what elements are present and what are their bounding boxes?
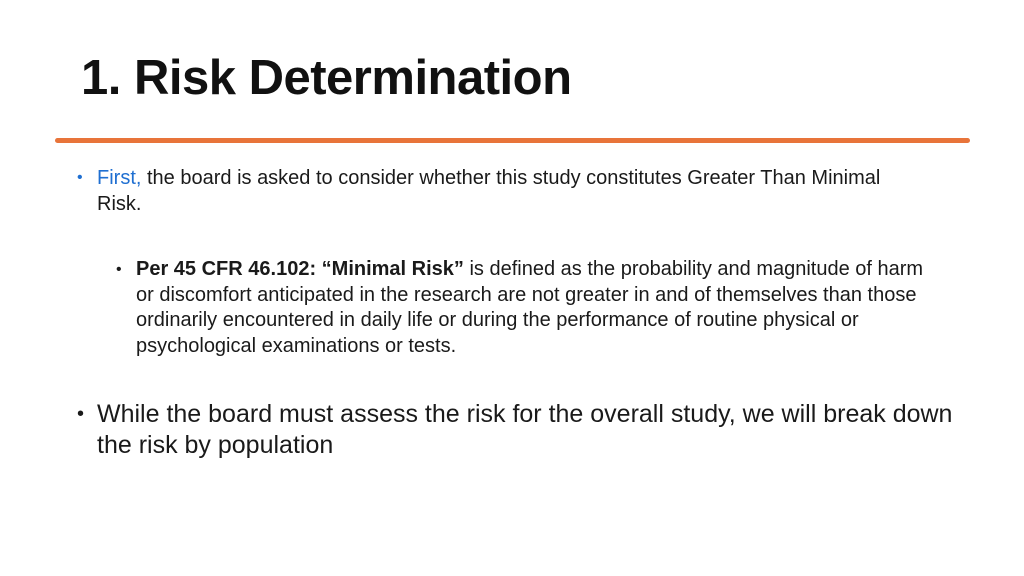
- bullet-text: [97, 165, 927, 217]
- bullet-dot-icon: •: [77, 169, 83, 186]
- bullet-population: [77, 399, 957, 461]
- slide-title: 1. Risk Determination: [81, 51, 572, 105]
- bullet-lead-cfr: Per 45 CFR 46.102: “Minimal Risk”: [136, 258, 464, 280]
- bullet-minimal-risk-definition: [116, 257, 946, 359]
- bullet-body-cfr: is defined as the probability and magnitude of harm or discomfort anticipated in the research are not greater in and of themselves than those ordinarily encountered in daily life or during the performance of routine physical or psychological examinations or tests.: [136, 258, 924, 357]
- title-divider: [55, 138, 970, 143]
- bullet-first: [77, 165, 927, 217]
- bullet-lead-first: First,: [97, 167, 142, 189]
- bullet-dot-icon: •: [77, 403, 85, 425]
- bullet-body-population: While the board must assess the risk for the overall study, we will break down the risk by population: [97, 400, 953, 459]
- bullet-dot-icon: •: [116, 261, 122, 278]
- bullet-body-first: the board is asked to consider whether this study constitutes Greater Than Minimal Risk.: [97, 167, 881, 215]
- bullet-text: [136, 257, 946, 359]
